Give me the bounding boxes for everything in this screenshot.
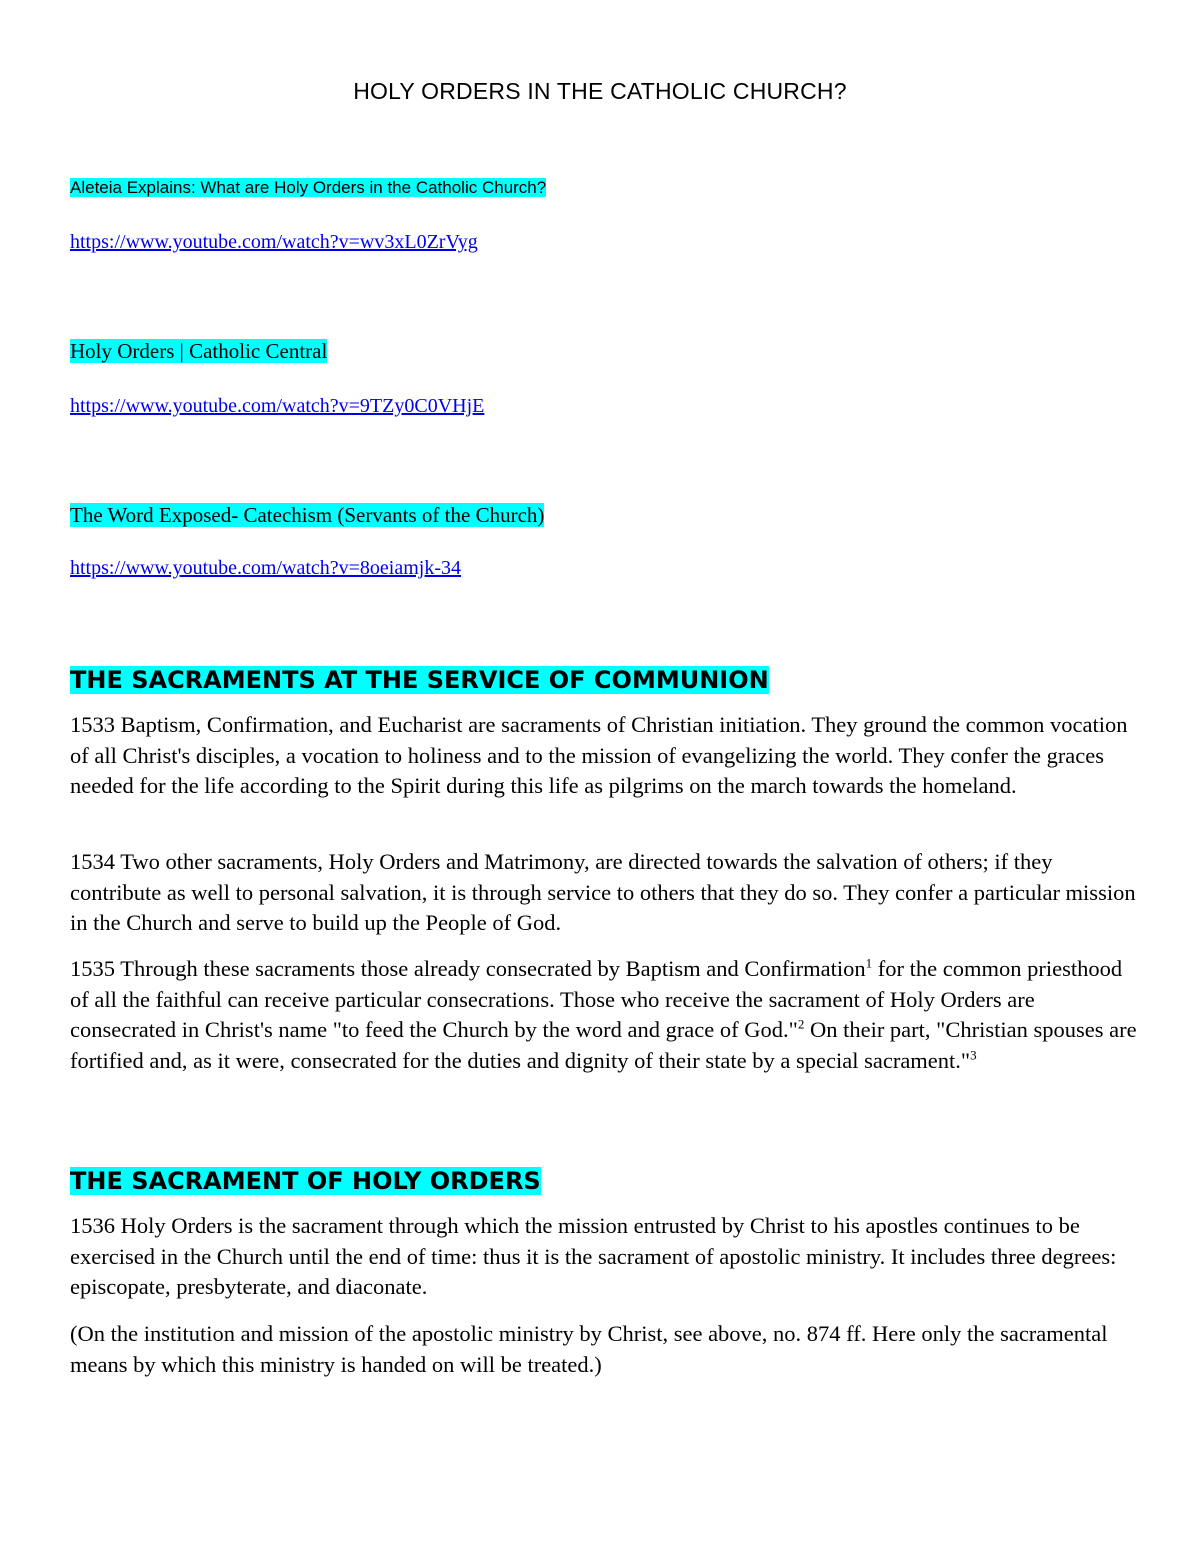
video-label-3 <box>70 502 544 529</box>
video-label-1 <box>70 176 546 200</box>
paragraph-1534: 1534 Two other sacraments, Holy Orders and Matrimony, are directed towards the salvation of others; if they contribute as well to personal salvation, it is through service to others that they do so. They confer a particular mission in the Church and serve to build up the People of God. <box>70 849 1136 936</box>
video-label-text: The Word Exposed- Catechism (Servants of the Church) <box>70 503 545 527</box>
video-label-2 <box>70 338 327 365</box>
paragraph-1533: 1533 Baptism, Confirmation, and Eucharist are sacraments of Christian initiation. They ground the common vocation of all Christ's disciples, a vocation to holiness and to the mission of evangelizing the world. They confer the graces needed for the life according to the Spirit during this life as pilgrims on the march towards the homeland. <box>70 712 1128 799</box>
section-heading-text: THE SACRAMENTS AT THE SERVICE OF COMMUNION <box>70 666 769 694</box>
paragraph-note: (On the institution and mission of the apostolic ministry by Christ, see above, no. 874 ff. Here only the sacramental means by which this ministry is handed on will be treated.) <box>70 1321 1108 1377</box>
paragraph-1535-part-b: for the common priesthood of all the faithful can receive particular consecrations. Those who receive the sacrament of Holy Orders are consecrated in Christ's name "to feed the Church by the word and grace of God." <box>70 956 1123 1043</box>
page-title: HOLY ORDERS IN THE CATHOLIC CHURCH? <box>353 78 847 104</box>
paragraph-1535 <box>70 954 1140 1076</box>
video-link-2[interactable]: https://www.youtube.com/watch?v=9TZy0C0VHjE <box>70 395 485 417</box>
footnote-ref-2: 2 <box>797 1016 805 1032</box>
paragraph-1535-part-a: 1535 Through these sacraments those already consecrated by Baptism and Confirmation <box>70 956 866 981</box>
footnote-ref-3: 3 <box>970 1047 977 1063</box>
footnote-ref-1: 1 <box>865 955 873 971</box>
section-heading-text: THE SACRAMENT OF HOLY ORDERS <box>70 1167 541 1195</box>
video-link-3[interactable]: https://www.youtube.com/watch?v=8oeiamjk-34 <box>70 557 462 579</box>
paragraph-1535-part-c: On their part, "Christian spouses are fortified and, as it were, consecrated for the duties and dignity of their state by a special sacrament." <box>70 1017 1137 1073</box>
video-link-1[interactable]: https://www.youtube.com/watch?v=wv3xL0ZrVyg <box>70 231 478 253</box>
video-label-text: Aleteia Explains: What are Holy Orders in the Catholic Church? <box>70 178 547 197</box>
section-heading-holy-orders <box>70 1164 541 1198</box>
section-heading-communion <box>70 663 769 697</box>
video-label-text: Holy Orders | Catholic Central <box>70 339 328 363</box>
paragraph-1536: 1536 Holy Orders is the sacrament through which the mission entrusted by Christ to his apostles continues to be exercised in the Church until the end of time: thus it is the sacrament of apostolic ministry. It includes three degrees: episcopate, presbyterate, and diaconate. <box>70 1213 1117 1300</box>
